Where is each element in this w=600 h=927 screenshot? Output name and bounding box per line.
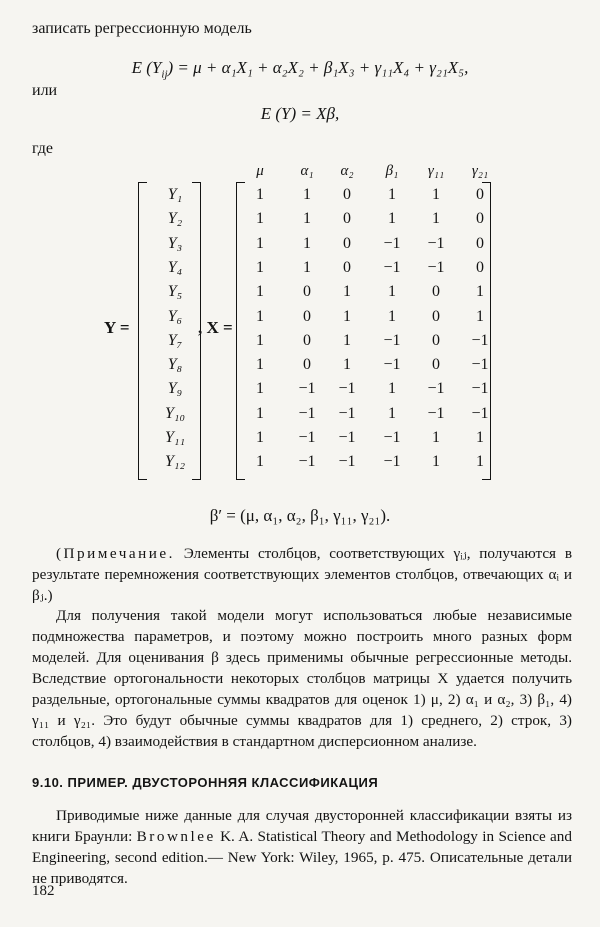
matrix-header: μ xyxy=(256,163,264,179)
x-cell: −1 xyxy=(427,234,445,252)
x-matrix-label: , X = xyxy=(198,318,233,337)
main-paragraph: Для получения такой модели могут использоваться любые независимые подмножества параметров, и поэтому можно построить много разных форм моделей. Для оценивания β здесь применимы обычные регрессионные методы. Вследствие ортогональности некоторых столбцов матрицы X удается получить раздельные, ортогональные суммы квадратов для оценок 1) μ, 2) α₁ и α₂, 3) β₁, 4) γ₁₁ и γ₂₁. Это будут обычные суммы квадратов для 1) среднего, 2) строк, 3) столбцов, 4) взаимодействия в стандартном дисперсионном анализе. xyxy=(32,607,572,750)
x-cell: −1 xyxy=(338,380,356,398)
x-cell: −1 xyxy=(471,380,489,398)
x-cell: −1 xyxy=(298,380,316,398)
x-cell: 1 xyxy=(343,283,351,301)
x-cell: 1 xyxy=(303,258,311,276)
x-cell: −1 xyxy=(383,258,401,276)
final-pre: Приводимые ниже данные для случая двусторонней классификации взяты из книги Браунли: xyxy=(32,807,572,845)
note-text: Элементы столбцов, соответствующих γᵢⱼ, получаются в результате перемножения соответствующих элементов столбцов, отвечающих αᵢ и βⱼ.) xyxy=(32,545,572,604)
x-cell: 1 xyxy=(256,356,264,374)
equation1-rest: ) = μ + α₁X₁ + α₂X₂ + β₁X₃ + γ₁₁X₄ + γ₂₁X₅, xyxy=(167,58,469,77)
x-cell: 1 xyxy=(256,283,264,301)
x-cell: 1 xyxy=(256,453,264,471)
note-label: (Примечание. xyxy=(56,545,175,562)
y-entry: Y₁ xyxy=(167,186,183,203)
x-cell: 1 xyxy=(388,210,396,228)
y-vector-label: Y = xyxy=(104,318,130,337)
x-cell: 1 xyxy=(476,453,484,471)
x-cell: 1 xyxy=(388,404,396,422)
matrix-header: α₂ xyxy=(340,163,354,179)
x-cell: 0 xyxy=(476,186,484,203)
x-cell: 0 xyxy=(303,331,311,349)
x-cell: −1 xyxy=(298,453,316,471)
x-cell: 0 xyxy=(432,331,440,349)
x-cell: 1 xyxy=(256,186,264,203)
x-cell: −1 xyxy=(383,331,401,349)
matrix-header: γ₁₁ xyxy=(427,163,445,179)
x-cell: −1 xyxy=(427,380,445,398)
x-cell: −1 xyxy=(338,429,356,446)
intro-text: записать регрессионную модель xyxy=(32,20,252,37)
x-cell: 1 xyxy=(256,307,264,325)
x-cell: 1 xyxy=(256,380,264,398)
x-cell: 1 xyxy=(343,331,351,349)
x-cell: 1 xyxy=(256,404,264,422)
y-entry: Y₅ xyxy=(167,283,183,301)
note-paragraph xyxy=(32,543,572,606)
y-entry: Y₂ xyxy=(167,210,183,228)
x-cell: −1 xyxy=(383,453,401,471)
x-cell: 1 xyxy=(343,307,351,325)
x-cell: 1 xyxy=(343,356,351,374)
x-cell: −1 xyxy=(298,429,316,446)
x-cell: 1 xyxy=(256,210,264,228)
page-number: 182 xyxy=(32,883,55,899)
x-cell: 1 xyxy=(476,429,484,446)
x-cell: −1 xyxy=(427,258,445,276)
y-entry: Y₄ xyxy=(167,258,183,276)
x-cell: 1 xyxy=(303,186,311,203)
y-entry: Y₁₂ xyxy=(164,453,186,471)
x-cell: −1 xyxy=(471,404,489,422)
x-cell: 0 xyxy=(343,186,351,203)
x-cell: 1 xyxy=(388,380,396,398)
x-cell: 0 xyxy=(476,210,484,228)
or-word: или xyxy=(32,82,58,99)
x-cell: 1 xyxy=(388,283,396,301)
y-entry: Y₁₁ xyxy=(164,429,186,446)
x-cell: 0 xyxy=(432,307,440,325)
y-entry: Y₈ xyxy=(167,356,183,374)
x-cell: 1 xyxy=(432,453,440,471)
x-cell: 1 xyxy=(256,258,264,276)
y-entry: Y₇ xyxy=(167,331,183,349)
x-cell: −1 xyxy=(471,356,489,374)
equation1-start: E (Y xyxy=(131,58,162,77)
matrix-header: γ₂₁ xyxy=(471,163,489,179)
x-cell: 1 xyxy=(432,186,440,203)
x-cell: 0 xyxy=(303,283,311,301)
y-entry: Y₉ xyxy=(167,380,183,398)
x-cell: 1 xyxy=(303,234,311,252)
final-paragraph xyxy=(32,805,572,889)
equation1-sub: ij xyxy=(161,68,168,81)
x-cell: 1 xyxy=(476,283,484,301)
y-entry: Y₆ xyxy=(167,307,183,325)
where-word: где xyxy=(32,140,54,157)
x-cell: −1 xyxy=(383,429,401,446)
y-left-bracket xyxy=(138,182,147,480)
x-cell: 1 xyxy=(432,210,440,228)
beta-vector: β′ = (μ, α₁, α₂, β₁, γ₁₁, γ₂₁). xyxy=(209,506,391,525)
matrix-equation: E (Y) = Xβ, xyxy=(260,104,340,123)
x-cell: 1 xyxy=(476,307,484,325)
x-cell: 1 xyxy=(256,331,264,349)
x-cell: 0 xyxy=(343,234,351,252)
y-entry: Y₃ xyxy=(167,234,183,252)
x-cell: 0 xyxy=(476,258,484,276)
x-cell: −1 xyxy=(298,404,316,422)
x-cell: 0 xyxy=(432,356,440,374)
matrix-header: β₁ xyxy=(385,163,399,179)
x-cell: −1 xyxy=(427,404,445,422)
x-cell: −1 xyxy=(338,453,356,471)
x-cell: −1 xyxy=(338,404,356,422)
x-cell: 0 xyxy=(303,307,311,325)
x-cell: 1 xyxy=(303,210,311,228)
y-entry: Y₁₀ xyxy=(164,404,186,422)
x-cell: −1 xyxy=(383,234,401,252)
x-cell: 0 xyxy=(432,283,440,301)
x-cell: 1 xyxy=(256,234,264,252)
x-cell: 0 xyxy=(476,234,484,252)
x-cell: −1 xyxy=(383,356,401,374)
x-cell: −1 xyxy=(471,331,489,349)
section-heading: 9.10. ПРИМЕР. ДВУСТОРОННЯЯ КЛАССИФИКАЦИЯ xyxy=(32,775,379,790)
final-post: K. A. Statistical Theory and Methodology in Science and Engineering, second edition.— New York: Wiley, 1965, p. 475. Описательные детали не приводятся. xyxy=(32,828,572,887)
x-cell: 1 xyxy=(256,429,264,446)
x-cell: 0 xyxy=(303,356,311,374)
x-cell: 1 xyxy=(388,307,396,325)
final-author: Brownlee xyxy=(136,828,216,845)
x-cell: 0 xyxy=(343,258,351,276)
x-cell: 1 xyxy=(432,429,440,446)
x-cell: 0 xyxy=(343,210,351,228)
x-cell: 1 xyxy=(388,186,396,203)
matrix-header: α₁ xyxy=(300,163,314,179)
